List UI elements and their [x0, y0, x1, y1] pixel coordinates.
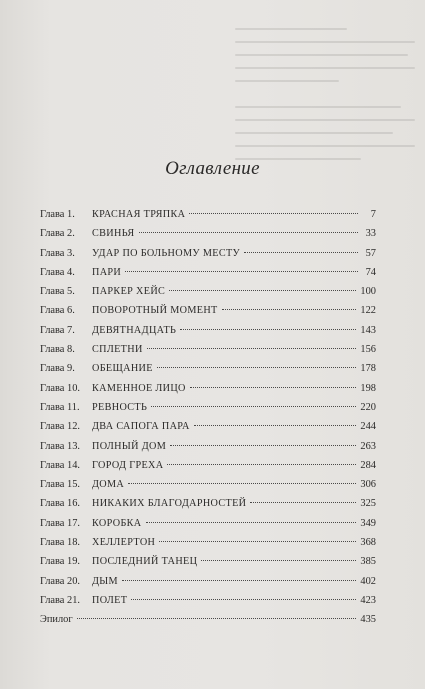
dot-leader [157, 366, 357, 368]
dot-leader [147, 347, 357, 349]
page-number: 74 [365, 266, 376, 278]
page-number: 325 [360, 498, 376, 510]
chapter-title: СПЛЕТНИ [92, 344, 143, 356]
page-number: 349 [360, 517, 376, 529]
toc-row [40, 224, 376, 243]
chapter-number: Глава 6. [40, 305, 75, 317]
page-number: 33 [365, 228, 376, 240]
page-number: 306 [360, 479, 376, 491]
page-number: 244 [360, 421, 376, 433]
toc-row [40, 244, 376, 263]
dot-leader [151, 405, 356, 407]
chapter-title: ПОЛНЫЙ ДОМ [92, 440, 167, 452]
chapter-title: ПАРИ [92, 266, 122, 278]
page-number: 178 [360, 363, 376, 375]
page-number: 156 [360, 344, 376, 356]
dot-leader [250, 501, 356, 503]
dot-leader [131, 598, 356, 600]
chapter-title: ОБЕЩАНИЕ [92, 363, 153, 375]
page-number: 7 [370, 209, 376, 220]
toc-row [40, 263, 376, 282]
chapter-title: ПАРКЕР ХЕЙС [92, 286, 166, 298]
toc-row [40, 359, 376, 378]
toc-row [40, 205, 376, 224]
toc-row [40, 437, 376, 456]
dot-leader [77, 617, 357, 619]
chapter-title: КРАСНАЯ ТРЯПКА [92, 209, 186, 220]
page-number: 368 [360, 537, 376, 549]
chapter-title: НИКАКИХ БЛАГОДАРНОСТЕЙ [92, 498, 247, 510]
dot-leader [169, 289, 356, 291]
page-number: 122 [360, 305, 376, 317]
page-number: 198 [360, 382, 376, 394]
page-number: 143 [360, 324, 376, 336]
dot-leader [190, 386, 357, 388]
chapter-title: ДОМА [92, 479, 125, 491]
chapter-title: УДАР ПО БОЛЬНОМУ МЕСТУ [92, 247, 241, 259]
dot-leader [128, 482, 356, 484]
dot-leader [125, 270, 358, 272]
chapter-title: ДЫМ [92, 575, 118, 587]
dot-leader [244, 251, 358, 253]
epilogue-title: Эпилог [40, 614, 73, 626]
chapter-number: Глава 10. [40, 382, 80, 394]
toc-row [40, 591, 376, 610]
chapter-number: Глава 3. [40, 247, 75, 259]
chapter-number: Глава 7. [40, 324, 75, 336]
dot-leader [159, 540, 356, 542]
chapter-number: Глава 14. [40, 459, 80, 471]
page-title: Оглавление [165, 158, 260, 179]
dot-leader [222, 308, 357, 310]
dot-leader [139, 231, 358, 233]
dot-leader [167, 463, 356, 465]
chapter-number: Глава 21. [40, 594, 80, 606]
dot-leader [194, 424, 357, 426]
chapter-number: Глава 2. [40, 228, 75, 240]
toc-row [40, 321, 376, 340]
chapter-title: СВИНЬЯ [92, 228, 135, 240]
chapter-title: ХЕЛЛЕРТОН [92, 537, 156, 549]
toc-row [40, 572, 376, 591]
toc-row-epilogue [40, 610, 376, 629]
chapter-title: КОРОБКА [92, 517, 142, 529]
toc-row [40, 475, 376, 494]
toc-row [40, 533, 376, 552]
toc-row [40, 379, 376, 398]
dot-leader [146, 521, 357, 523]
page-number: 385 [360, 556, 376, 568]
page-number: 263 [360, 440, 376, 452]
chapter-number: Глава 20. [40, 575, 80, 587]
dot-leader [122, 579, 356, 581]
chapter-number: Глава 17. [40, 517, 80, 529]
dot-leader [180, 328, 356, 330]
page-number: 220 [360, 401, 376, 413]
toc-row [40, 552, 376, 571]
chapter-number: Глава 12. [40, 421, 80, 433]
chapter-title: РЕВНОСТЬ [92, 401, 148, 413]
dot-leader [201, 559, 356, 561]
page-number: 100 [360, 286, 376, 298]
toc-row [40, 340, 376, 359]
chapter-number: Глава 5. [40, 286, 75, 298]
dot-leader [189, 212, 358, 214]
chapter-number: Глава 18. [40, 537, 80, 549]
chapter-title: ГОРОД ГРЕХА [92, 459, 164, 471]
chapter-number: Глава 19. [40, 556, 80, 568]
chapter-title: ПОСЛЕДНИЙ ТАНЕЦ [92, 556, 198, 568]
toc-row [40, 417, 376, 436]
chapter-number: Глава 4. [40, 266, 75, 278]
chapter-number: Глава 1. [40, 209, 75, 220]
toc-row [40, 456, 376, 475]
toc-row [40, 398, 376, 417]
page-number: 402 [360, 575, 376, 587]
toc-row [40, 282, 376, 301]
chapter-number: Глава 8. [40, 344, 75, 356]
show-through-text [235, 28, 415, 178]
chapter-title: ПОВОРОТНЫЙ МОМЕНТ [92, 305, 218, 317]
toc-row [40, 301, 376, 320]
page-number: 423 [360, 594, 376, 606]
chapter-title: ДВА САПОГА ПАРА [92, 421, 190, 433]
dot-leader [170, 444, 356, 446]
table-of-contents [40, 205, 376, 630]
chapter-title: ПОЛЕТ [92, 594, 128, 606]
chapter-number: Глава 16. [40, 498, 80, 510]
chapter-number: Глава 11. [40, 401, 80, 413]
page-number: 57 [365, 247, 376, 259]
chapter-title: ДЕВЯТНАДЦАТЬ [92, 324, 177, 336]
chapter-number: Глава 9. [40, 363, 75, 375]
chapter-title: КАМЕННОЕ ЛИЦО [92, 382, 186, 394]
page-number: 435 [360, 614, 376, 626]
chapter-number: Глава 15. [40, 479, 80, 491]
toc-row [40, 494, 376, 513]
chapter-number: Глава 13. [40, 440, 80, 452]
toc-row [40, 514, 376, 533]
page-number: 284 [360, 459, 376, 471]
